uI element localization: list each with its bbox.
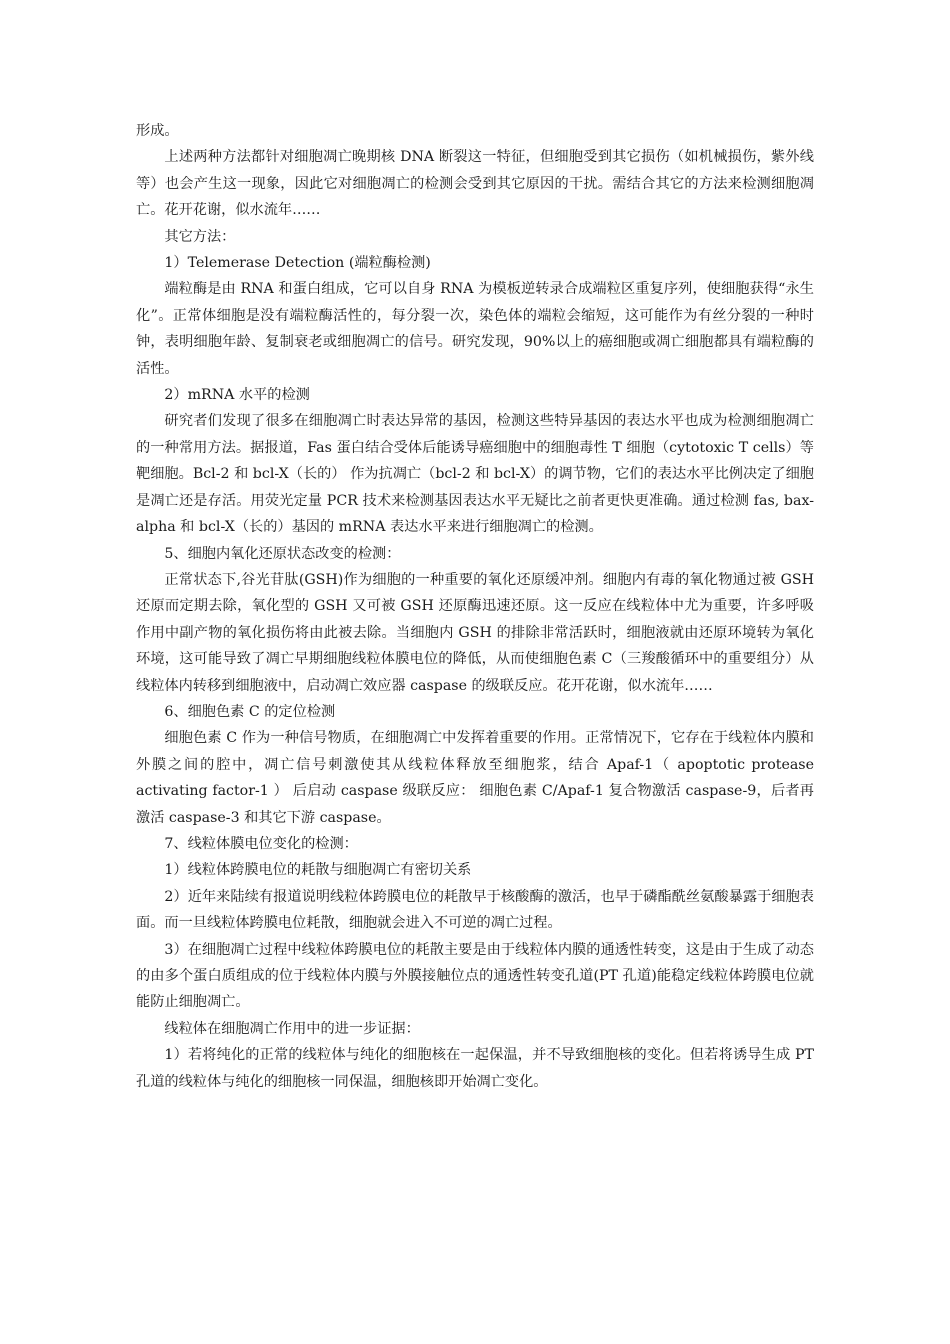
heading-other-methods: 其它方法： [164,228,236,245]
paragraph-redox-state: 正常状态下,谷光苷肽(GSH)作为细胞的一种重要的氧化还原缓冲剂。细胞内有毒的氧化物通过被 GSH 还原而定期去除，氧化型的 GSH 又可被 GSH 还原酶迅速还原。这一反应在线粒体中尤为重要，许多呼吸作用中副产物的氧化损伤将由此被去除。当细胞内 GSH 的排除非常活跃时，细胞液就由还原环境转为氧化环境，这可能导致了凋亡早期细胞线粒体膜电位的降低，从而使细胞色素 C（三羧酸循环中的重要组分）从线粒体内转移到细胞液中，启动凋亡效应器 caspase 的级联反应。花开花谢，似水流年…… [136,571,814,694]
list-item-membrane-2: 2）近年来陆续有报道说明线粒体跨膜电位的耗散早于核酸酶的激活，也早于磷酯酰丝氨酸暴露于细胞表面。而一旦线粒体跨膜电位耗散，细胞就会进入不可逆的凋亡过程。 [136,888,814,932]
paragraph-continuation: 形成。 [136,123,179,139]
paragraph-telomerase: 端粒酶是由 RNA 和蛋白组成，它可以自身 RNA 为模板逆转录合成端粒区重复序列，使细胞获得“永生化”。正常体细胞是没有端粒酶活性的，每分裂一次，染色体的端粒会缩短，这可能作为有丝分裂的一种时钟，表明细胞年龄、复制衰老或细胞凋亡的信号。研究发现，90%以上的癌细胞或凋亡细胞都具有端粒酶的活性。 [136,281,814,377]
heading-mrna-level: 2）mRNA 水平的检测 [164,387,310,404]
list-item-evidence-1: 1）若将纯化的正常的线粒体与纯化的细胞核在一起保温，并不导致细胞核的变化。但若将诱导生成 PT 孔道的线粒体与纯化的细胞核一同保温，细胞核即开始凋亡变化。 [136,1047,814,1090]
paragraph-mrna-level: 研究者们发现了很多在细胞凋亡时表达异常的基因，检测这些特异基因的表达水平也成为检测细胞凋亡的一种常用方法。据报道，Fas 蛋白结合受体后能诱导癌细胞中的细胞毒性 T 细胞（cytotoxic T cells）等靶细胞。Bcl-2 和 bcl-X（长的） 作为抗凋亡（bcl-2 和 bcl-X）的调节物，它们的表达水平比例决定了细胞是凋亡还是存活。用荧光定量 PCR 技术来检测基因表达水平无疑比之前者更快更准确。通过检测 fas, bax-alpha 和 bcl-X（长的）基因的 mRNA 表达水平来进行细胞凋亡的检测。 [136,413,814,536]
heading-membrane-potential: 7、线粒体膜电位变化的检测： [164,835,358,852]
heading-mitochondria-evidence: 线粒体在细胞凋亡作用中的进一步证据： [164,1020,420,1037]
document-page [136,118,814,1095]
paragraph-dna-fragmentation-note: 上述两种方法都针对细胞凋亡晚期核 DNA 断裂这一特征，但细胞受到其它损伤（如机械损伤，紫外线等）也会产生这一现象，因此它对细胞凋亡的检测会受到其它原因的干扰。需结合其它的方法来检测细胞凋亡。花开花谢，似水流年…… [136,149,814,219]
paragraph-cytochrome-c: 细胞色素 C 作为一种信号物质，在细胞凋亡中发挥着重要的作用。正常情况下，它存在于线粒体内膜和外膜之间的腔中，凋亡信号刺激使其从线粒体释放至细胞浆，结合 Apaf-1（ apoptotic protease activating factor-1 ） 后启动 caspase 级联反应： 细胞色素 C/Apaf-1 复合物激活 caspase-9，后者再激活 caspase-3 和其它下游 caspase。 [136,730,814,826]
heading-cytochrome-c: 6、细胞色素 C 的定位检测 [164,703,336,720]
heading-redox-state: 5、细胞内氧化还原状态改变的检测： [164,545,401,562]
list-item-membrane-3: 3）在细胞凋亡过程中线粒体跨膜电位的耗散主要是由于线粒体内膜的通透性转变，这是由于生成了动态的由多个蛋白质组成的位于线粒体内膜与外膜接触位点的通透性转变孔道(PT 孔道)能稳定线粒体跨膜电位就能防止细胞凋亡。 [136,941,814,1011]
list-item-membrane-1: 1）线粒体跨膜电位的耗散与细胞凋亡有密切关系 [164,862,472,879]
heading-telomerase-detection: 1）Telemerase Detection (端粒酶检测) [164,255,431,272]
